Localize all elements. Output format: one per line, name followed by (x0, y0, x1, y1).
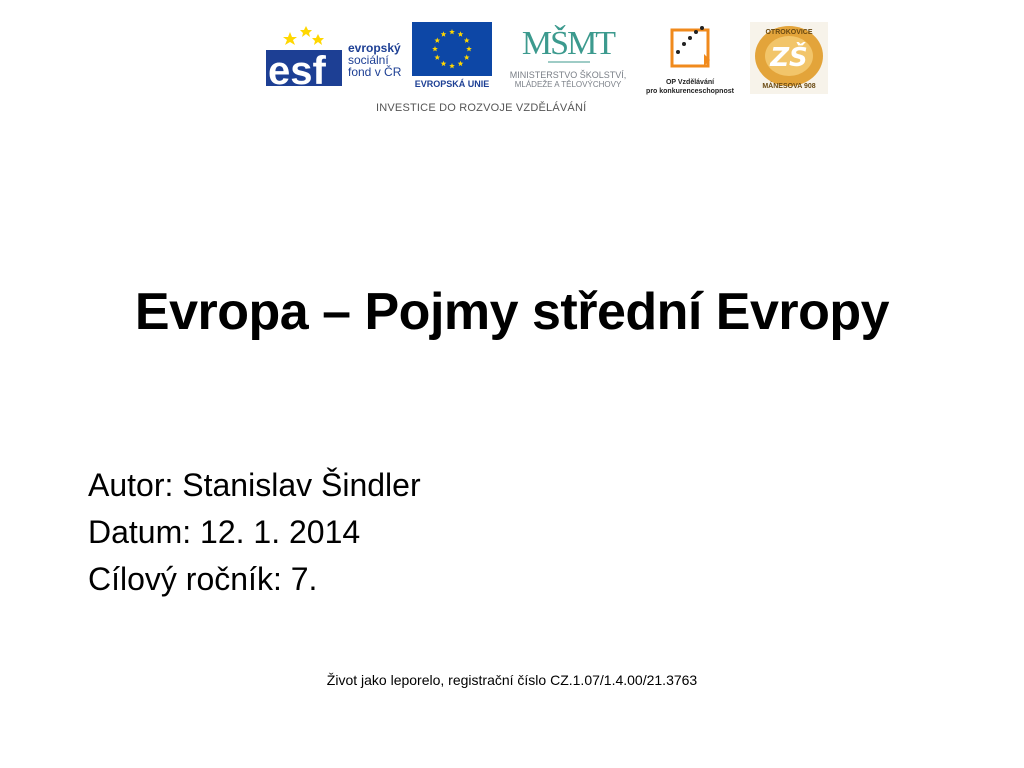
op-vzdelavani-logo (644, 24, 736, 96)
eu-star-icon (464, 55, 470, 60)
registration-footer: Život jako leporelo, registrační číslo CZ.1.07/1.4.00/21.3763 (326, 672, 698, 688)
eu-label: EVROPSKÁ UNIE (414, 79, 490, 89)
op-label-line1: OP Vzdělávání (665, 79, 715, 86)
slide-meta (88, 462, 421, 603)
svg-text:MŠMT: MŠMT (521, 25, 615, 62)
eu-star-icon (466, 46, 472, 51)
eu-star-icon (441, 61, 447, 66)
eu-star-icon (458, 61, 464, 66)
svg-text:MÁNESOVA 908: MÁNESOVA 908 (762, 83, 816, 90)
slide-title: Evropa – Pojmy střední Evropy (134, 283, 890, 341)
msmt-label (498, 70, 638, 90)
eu-star-icon (449, 63, 455, 68)
eu-star-icon (441, 31, 447, 36)
eu-star-icon (434, 38, 440, 43)
msmt-mark-icon (498, 20, 638, 68)
zs-mark-icon (750, 22, 828, 94)
msmt-logo (498, 20, 638, 92)
svg-text:OTROKOVICE: OTROKOVICE (765, 29, 813, 36)
zs-otrokovice-logo (750, 22, 828, 94)
esf-label-line1: evropský (348, 41, 401, 55)
svg-text:ZŠ: ZŠ (770, 43, 808, 73)
msmt-label-line1: MINISTERSTVO ŠKOLSTVÍ, (509, 70, 627, 80)
esf-label-line3: fond v ČR (348, 65, 402, 79)
date-line: Datum: 12. 1. 2014 (88, 514, 361, 550)
logo-banner (266, 18, 836, 118)
op-mark-icon (644, 24, 736, 76)
eu-logo (412, 22, 492, 94)
esf-mark-icon (266, 22, 346, 94)
esf-label (348, 42, 401, 78)
author-line: Autor: Stanislav Šindler (88, 467, 421, 503)
eu-star-icon (434, 55, 440, 60)
op-label (644, 78, 736, 96)
eu-flag-icon (412, 22, 492, 76)
grade-line: Cílový ročník: 7. (88, 561, 318, 597)
eu-star-icon (449, 29, 455, 34)
msmt-label-line2: MLÁDEŽE A TĚLOVÝCHOVY (514, 80, 622, 89)
esf-logo (266, 22, 406, 94)
eu-star-icon (432, 46, 438, 51)
esf-label-line2: sociální (348, 53, 389, 67)
eu-star-icon (464, 38, 470, 43)
eu-star-icon (458, 31, 464, 36)
svg-text:esf: esf (268, 49, 326, 93)
tagline: INVESTICE DO ROZVOJE VZDĚLÁVÁNÍ (376, 102, 587, 114)
op-label-line2: pro konkurenceschopnost (646, 88, 734, 95)
